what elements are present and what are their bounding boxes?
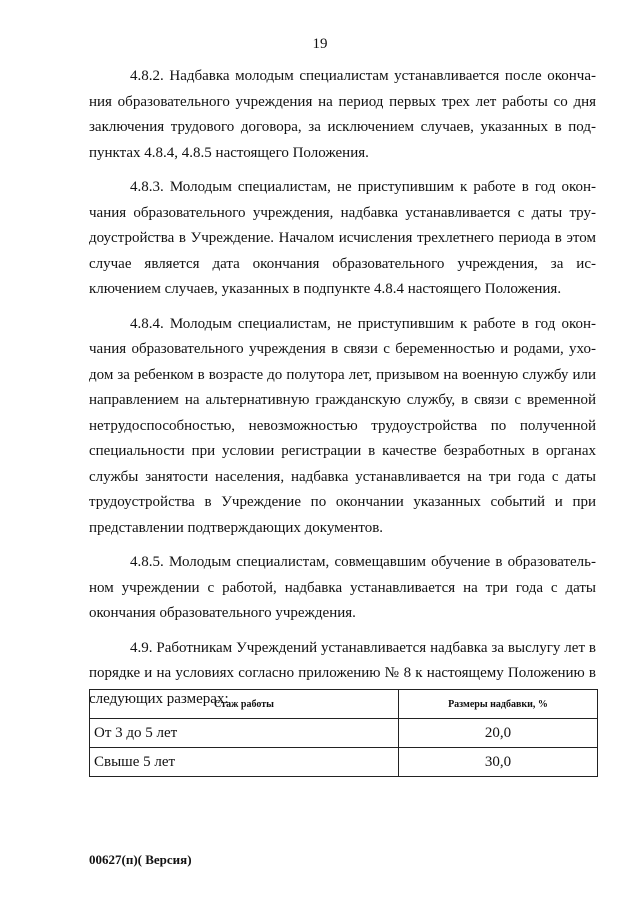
document-code-footer: 00627(п)( Версия) bbox=[89, 852, 192, 867]
table-header-row bbox=[90, 690, 598, 719]
table-row bbox=[90, 748, 598, 777]
table-row bbox=[90, 719, 598, 748]
experience-cell: Свыше 5 лет bbox=[90, 748, 399, 777]
allowance-table bbox=[89, 689, 598, 777]
document-body bbox=[89, 64, 596, 712]
paragraph-4-8-5: 4.8.5. Молодым специалистам, совмещавшим обучение в образовательном учреждении с работой, надбавка устанавливается на три года с даты окончания образовательного учреждения. bbox=[89, 554, 596, 621]
paragraph-4-8-4: 4.8.4. Молодым специалистам, не приступившим к работе в год окончания образовательного учреждения в связи с беременностью и родами, уходом за ребенком в возрасте до полутора лет, призывом на военную службу или направлением на альтернативную гражданскую службу, в связи с временной нетрудоспособностью, невозможностью трудоустройства по полученной специальности при условии регистрации в качестве безработных в органах службы занятости населения, надбавка устанавливается на три года с даты трудоустройства в Учреждение по окончании указанных событий и при представлении подтверждающих документов. bbox=[89, 315, 596, 536]
paragraph-4-8-2: 4.8.2. Надбавка молодым специалистам устанавливается после окончания образовательного учреждения на период первых трех лет работы со дня заключения трудового договора, за исключением случаев, указанных в подпунктах 4.8.4, 4.8.5 настоящего Положения. bbox=[89, 68, 596, 161]
column-header-allowance: Размеры надбавки, % bbox=[399, 690, 598, 719]
page-number: 19 bbox=[312, 36, 328, 52]
allowance-cell: 20,0 bbox=[399, 719, 598, 748]
column-header-experience: Стаж работы bbox=[90, 690, 399, 719]
paragraph-4-8-3: 4.8.3. Молодым специалистам, не приступившим к работе в год окончания образовательного учреждения, надбавка устанавливается с даты трудоустройства в Учреждение. Началом исчисления трехлетнего периода в этом случае является дата окончания образовательного учреждения, за исключением случаев, указанных в подпункте 4.8.4 настоящего Положения. bbox=[89, 179, 596, 297]
allowance-cell: 30,0 bbox=[399, 748, 598, 777]
experience-cell: От 3 до 5 лет bbox=[90, 719, 399, 748]
paragraph-4-9: 4.9. Работникам Учреждений устанавливается надбавка за выслугу лет в порядке и на условиях согласно приложению № 8 к настоящему Положению в следующих размерах: bbox=[89, 639, 596, 707]
